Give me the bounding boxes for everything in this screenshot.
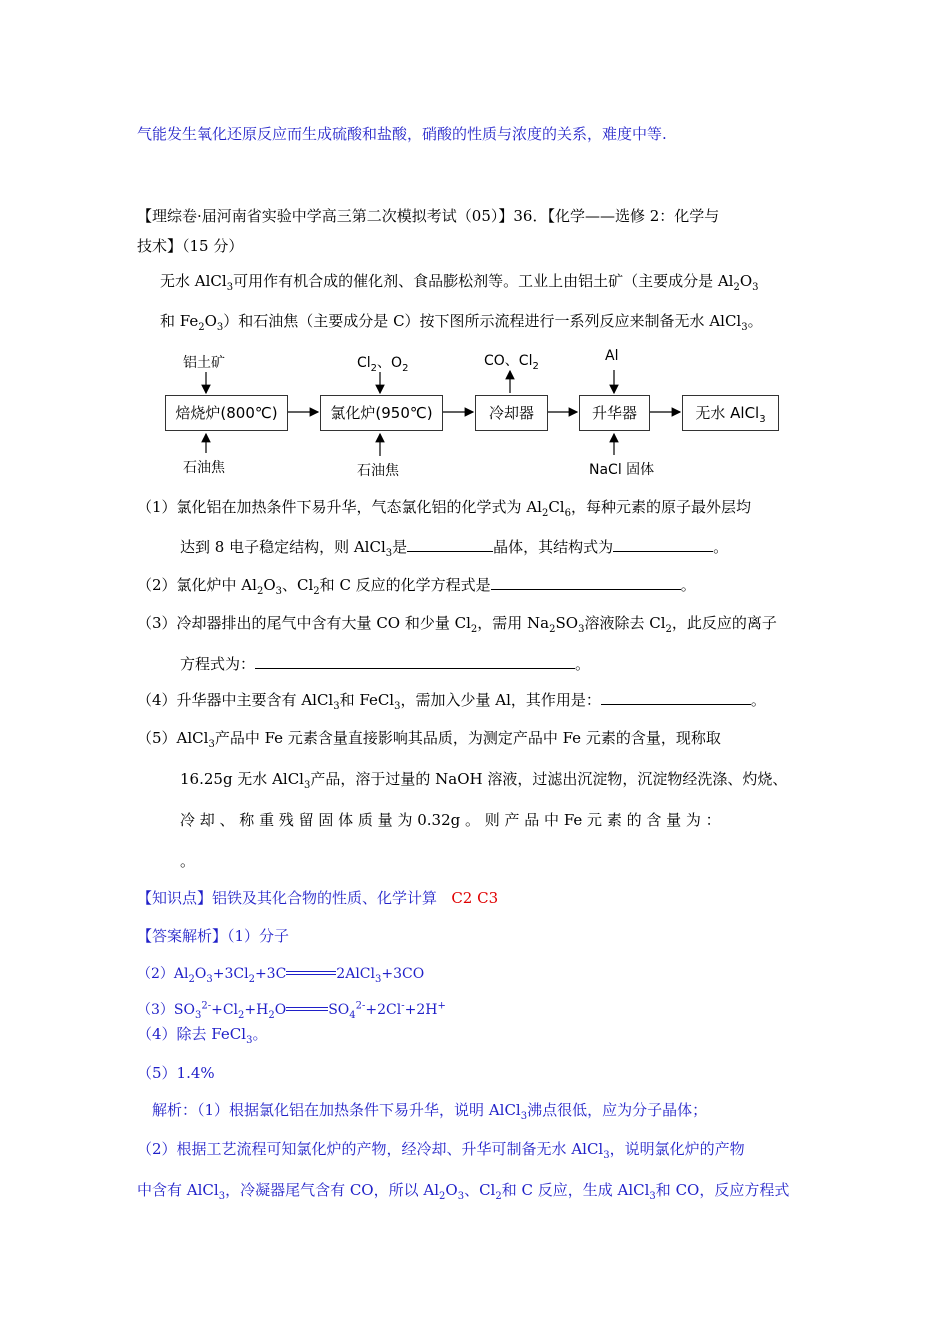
knowledge-point: 【知识点】铝铁及其化合物的性质、化学计算 C2 C3: [137, 889, 499, 907]
top-note: 气能发生氧化还原反应而生成硫酸和盐酸，硝酸的性质与浓度的关系，难度中等.: [137, 125, 667, 143]
answer-4: （4）除去 FeCl$_3$。: [137, 1025, 268, 1046]
answer-2: $(2)Al_2O_3+3Cl_2+3C$ 2AlCl$_3$+3CO: [137, 966, 425, 985]
cooler-box: 冷却器: [475, 395, 548, 431]
answer-label: 【答案解析】（1）分子: [137, 927, 290, 945]
answer-5: （5）1.4%: [137, 1064, 215, 1082]
explanation-2: （2）根据工艺流程可知氯化炉的产物，经冷却、升华可制备无水 AlCl$_3$，说明氯化炉的产物: [137, 1140, 745, 1161]
answer-blank[interactable]: [491, 575, 681, 590]
answer-3: $(3)SO_3^{2-}+Cl_2+H_2O$ $SO_4^{2-}+2Cl^-+2H^+$: [137, 1000, 446, 1021]
input-petroleum-coke-2: 石油焦: [357, 463, 399, 479]
question-5-end: 。: [180, 852, 196, 870]
chlorinator-box: 氯化炉(950℃): [320, 395, 443, 431]
question-3-cont: 方程式为： 。: [180, 655, 591, 673]
answer-blank[interactable]: [613, 537, 713, 552]
input-petroleum-coke-1: 石油焦: [183, 460, 225, 476]
explanation-3: 中含有 AlCl$_3$，冷凝器尾气含有 CO，所以 $Al_2O_3$、$Cl_2$和 C 反应，生成 AlCl$_3$和 CO，反应方程式: [137, 1181, 790, 1202]
intro-line-1: 无水 AlCl$_3$可用作有机合成的催化剂、食品膨松剂等。工业上由铝土矿（主要成分是 $Al_2O_3$: [160, 272, 759, 293]
intro-line-2: 和 $Fe_2O_3$）和石油焦（主要成分是 C）按下图所示流程进行一系列反应来制备无水 AlCl$_3$。: [160, 312, 763, 333]
knowledge-codes: C2 C3: [451, 889, 499, 907]
answer-blank[interactable]: [255, 654, 575, 669]
question-header: 【理综卷·届河南省实验中学高三第二次模拟考试（05）】36．【化学——选修 2：化学与: [137, 207, 720, 225]
answer-blank[interactable]: [407, 537, 493, 552]
question-4: （4）升华器中主要含有 AlCl$_3$和 FeCl$_3$，需加入少量 Al，其作用是： 。: [137, 691, 766, 712]
question-5: （5）AlCl$_3$产品中 Fe 元素含量直接影响其品质，为测定产品中 Fe 元素的含量，现称取: [137, 729, 721, 750]
input-bauxite: 铝土矿: [183, 355, 225, 371]
question-5-cont-2: 冷 却 、 称 重 残 留 固 体 质 量 为 0.32g 。 则 产 品 中 Fe 元 素 的 含 量 为 ：: [180, 811, 721, 829]
question-1: （1）氯化铝在加热条件下易升华，气态氯化铝的化学式为 $Al_2Cl_6$，每种元素的原子最外层均: [137, 498, 751, 519]
question-1-cont: 达到 8 电子稳定结构，则 AlCl$_3$是 晶体，其结构式为 。: [180, 538, 729, 559]
explanation-1: 解析：（1）根据氯化铝在加热条件下易升华，说明 AlCl$_3$沸点很低，应为分子晶体；: [152, 1101, 708, 1122]
answer-blank[interactable]: [601, 690, 751, 705]
input-nacl: NaCl 固体: [589, 462, 655, 478]
roaster-box: 焙烧炉(800℃): [165, 395, 288, 431]
input-cl2-o2: $Cl_2$、$O_2$: [357, 355, 409, 374]
question-header-cont: 技术】（15 分）: [137, 237, 244, 255]
input-al: Al: [605, 348, 619, 364]
question-5-cont: 16.25g 无水 AlCl$_3$产品，溶于过量的 NaOH 溶液，过滤出沉淀物，沉淀物经洗涤、灼烧、: [180, 770, 788, 791]
question-2: （2）氯化炉中 $Al_2O_3$、$Cl_2$和 C 反应的化学方程式是 。: [137, 576, 696, 597]
output-co-cl2: CO、$Cl_2$: [484, 353, 539, 372]
question-3: （3）冷却器排出的尾气中含有大量 CO 和少量 $Cl_2$，需用 $Na_2SO_3$溶液除去 $Cl_2$，此反应的离子: [137, 614, 777, 635]
product-box: 无水 AlCl$_3$: [682, 395, 779, 431]
sublimator-box: 升华器: [579, 395, 650, 431]
